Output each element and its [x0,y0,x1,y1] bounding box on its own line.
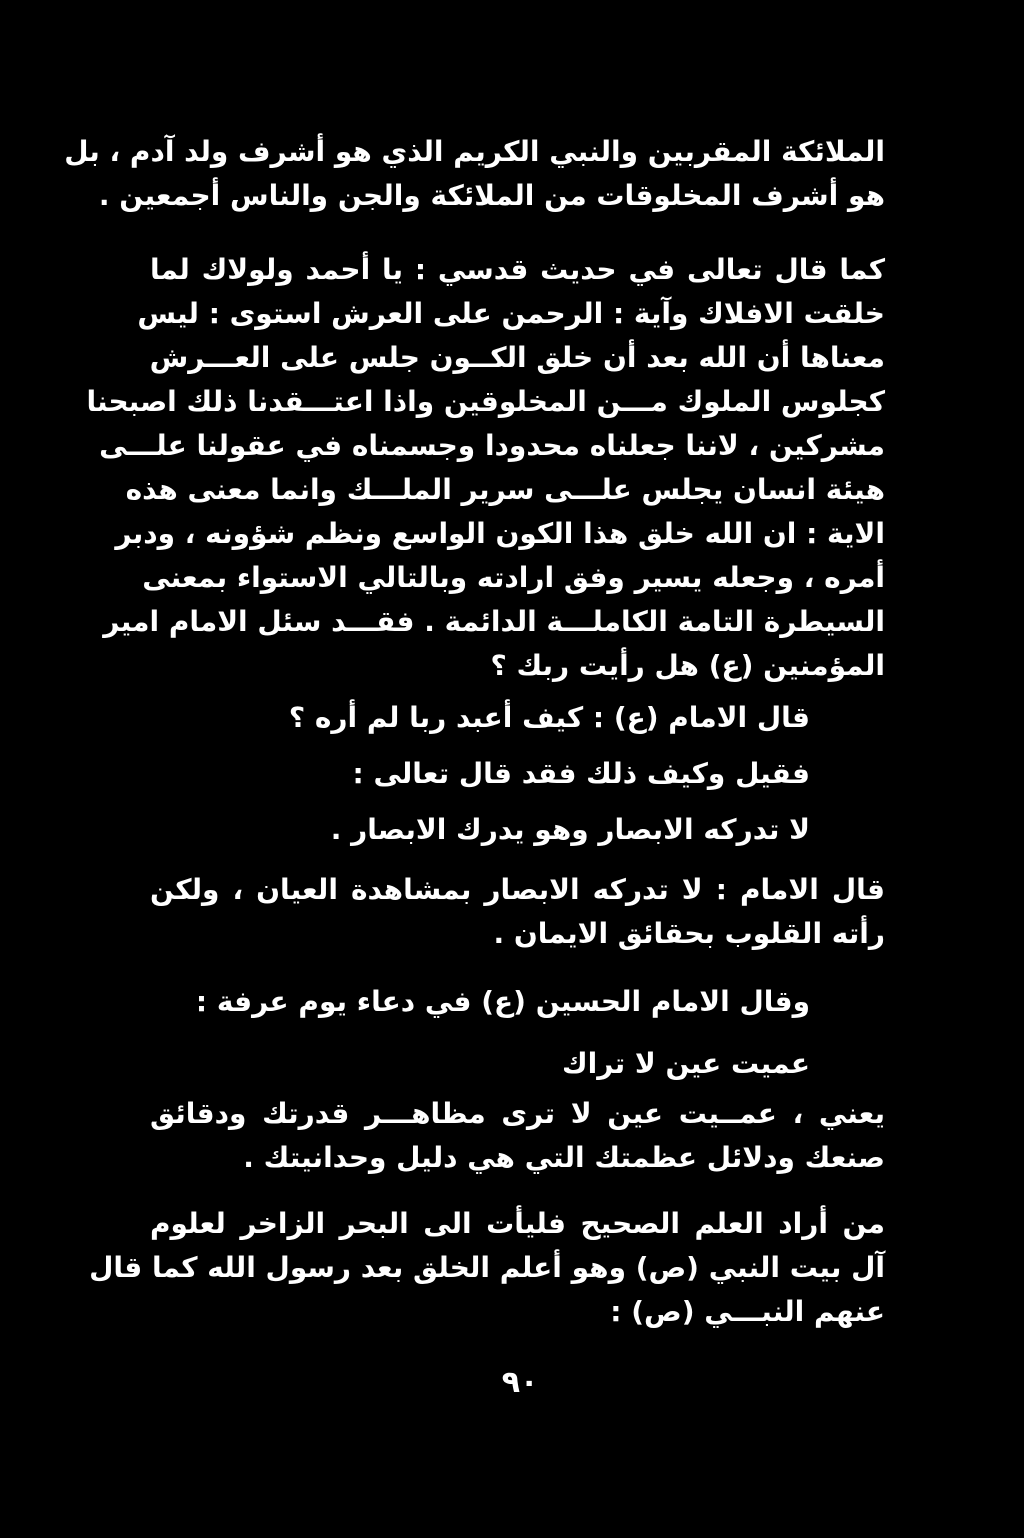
text-line: خلقت الافلاك وآية : الرحمن على العرش استوى : ليس [137,297,885,330]
text-line: صنعك ودلائل عظمتك التي هي دليل وحدانيتك . [243,1141,885,1174]
text-line: رأته القلوب بحقائق الايمان . [493,917,885,950]
page-number: ٩٠ [501,1365,539,1400]
text-line: آل بيت النبي (ص) وهو أعلم الخلق بعد رسول الله كما قال [89,1251,885,1284]
paragraph-1 [64,130,885,218]
text-line: قال الامام : لا تدركه الابصار بمشاهدة العيان ، ولكن [150,873,885,906]
text-line: السيطرة التامة الكاملـــة الدائمة . فقـــد سئل الامام امير [103,605,885,638]
text-line: معناها أن الله بعد أن خلق الكــون جلس على العـــرش [149,341,885,374]
text-line: الاية : ان الله خلق هذا الكون الواسع ونظم شؤونه ، ودبر [115,517,885,550]
text-line: قال الامام (ع) : كيف أعبد ربا لم أره ؟ [288,701,810,734]
paragraph-5 [150,980,810,1086]
text-line: عميت عين لا تراك [561,1047,810,1080]
text-line: فقيل وكيف ذلك فقد قال تعالى : [352,757,810,790]
text-line: لا تدركه الابصار وهو يدرك الابصار . [330,813,810,846]
text-line: هو أشرف المخلوقات من الملائكة والجن والناس أجمعين . [98,179,885,212]
paragraph-6 [150,1092,885,1180]
text-line: وقال الامام الحسين (ع) في دعاء يوم عرفة : [195,985,810,1018]
text-line: أمره ، وجعله يسير وفق ارادته وبالتالي الاستواء بمعنى [142,561,885,594]
text-line: كما قال تعالى في حديث قدسي : يا أحمد ولولاك لما [150,253,885,286]
paragraph-4 [150,868,885,956]
text-line: يعني ، عمــيت عين لا ترى مظاهـــر قدرتك ودقائق [150,1097,885,1130]
text-line: كجلوس الملوك مـــن المخلوقين واذا اعتـــقدنا ذلك اصبحنا [86,385,885,418]
text-line: الملائكة المقربين والنبي الكريم الذي هو أشرف ولد آدم ، بل [64,135,885,168]
text-line: عنهم النبـــي (ص) : [610,1295,885,1328]
text-line: المؤمنين (ع) هل رأيت ربك ؟ [490,649,885,682]
text-line: هيئة انسان يجلس علـــى سرير الملـــك وانما معنى هذه [125,473,885,506]
paragraph-2 [86,248,885,688]
paragraph-7 [89,1202,885,1334]
text-line: مشركين ، لاننا جعلناه محدودا وجسمناه في عقولنا علـــى [99,429,885,462]
text-line: من أراد العلم الصحيح فليأت الى البحر الزاخر لعلوم [150,1207,885,1240]
paragraph-3 [150,696,810,852]
